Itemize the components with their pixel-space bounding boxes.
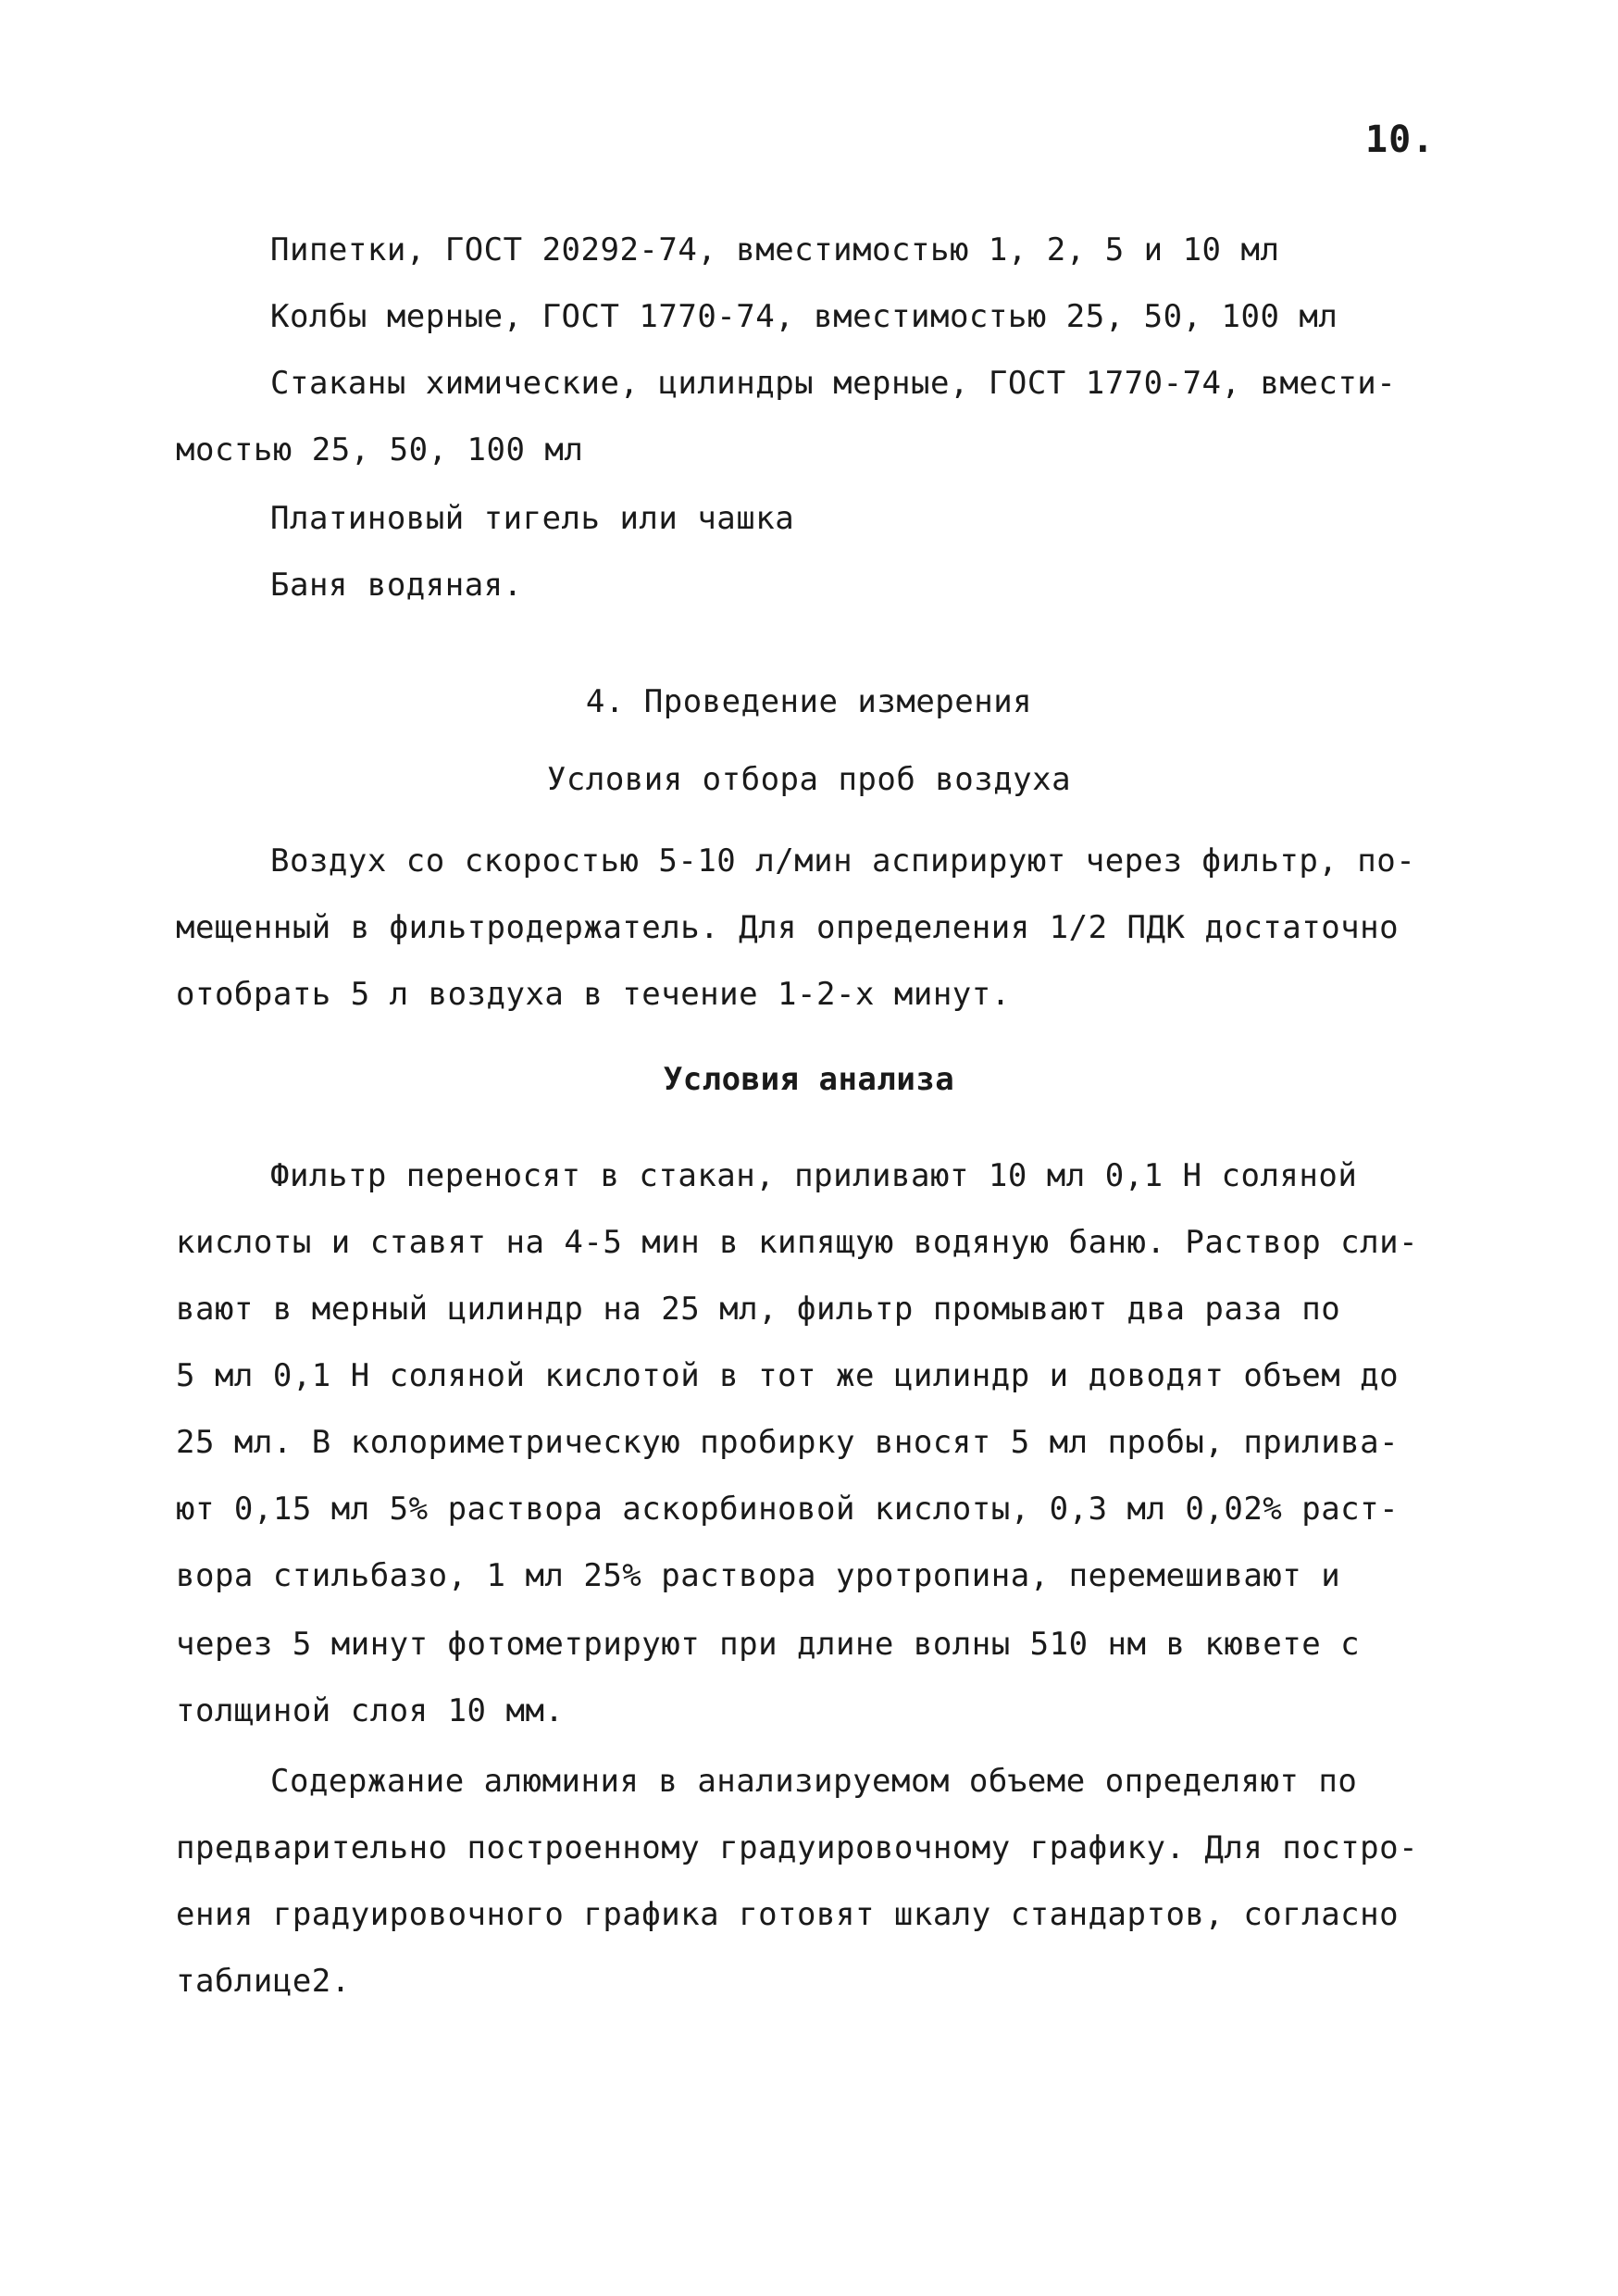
- analysis-line-7: вора стильбазо, 1 мл 25% раствора уротропина, перемешивают и: [176, 1557, 1341, 1594]
- page-number: 10.: [1365, 119, 1436, 161]
- analysis-line-2: кислоты и ставят на 4-5 мин в кипящую водяную баню. Раствор сли-: [176, 1224, 1419, 1261]
- equipment-line-beakers-cont: мостью 25, 50, 100 мл: [176, 431, 584, 468]
- analysis-line-3: вают в мерный цилиндр на 25 мл, фильтр промывают два раза по: [176, 1291, 1341, 1328]
- analysis-line-9: толщиной слоя 10 мм.: [176, 1692, 565, 1729]
- equipment-line-water-bath: Баня водяная.: [270, 567, 523, 604]
- sampling-line-1: Воздух со скоростью 5-10 л/мин аспирируют через фильтр, по-: [270, 842, 1416, 880]
- section-title: 4. Проведение измерения: [585, 683, 1033, 720]
- sampling-line-3: отобрать 5 л воздуха в течение 1-2-х минут.: [176, 976, 1011, 1013]
- sampling-line-2: мещенный в фильтродержатель. Для определения 1/2 ПДК достаточно: [176, 909, 1400, 946]
- analysis-line-8: через 5 минут фотометрируют при длине волны 510 нм в кювете с: [176, 1626, 1361, 1663]
- analysis-line-1: Фильтр переносят в стакан, приливают 10 мл 0,1 Н соляной: [270, 1157, 1358, 1194]
- content-line-4: таблице2.: [176, 1963, 351, 2000]
- sampling-heading: Условия отбора проб воздуха: [546, 761, 1072, 798]
- equipment-line-flasks: Колбы мерные, ГОСТ 1770-74, вместимостью 25, 50, 100 мл: [270, 298, 1338, 335]
- content-line-2: предварительно построенному градуировочному графику. Для постро-: [176, 1829, 1419, 1866]
- analysis-line-6: ют 0,15 мл 5% раствора аскорбиновой кислоты, 0,3 мл 0,02% раст-: [176, 1491, 1400, 1528]
- equipment-line-pipettes: Пипетки, ГОСТ 20292-74, вместимостью 1, 2, 5 и 10 мл: [270, 231, 1280, 268]
- analysis-line-5: 25 мл. В колориметрическую пробирку вносят 5 мл пробы, прилива-: [176, 1424, 1400, 1461]
- analysis-line-4: 5 мл 0,1 Н соляной кислотой в тот же цилиндр и доводят объем до: [176, 1357, 1400, 1394]
- analysis-heading: Условия анализа: [663, 1061, 955, 1098]
- equipment-line-crucible: Платиновый тигель или чашка: [270, 500, 795, 537]
- equipment-line-beakers: Стаканы химические, цилиндры мерные, ГОСТ 1770-74, вмести-: [270, 365, 1397, 402]
- content-line-3: ения градуировочного графика готовят шкалу стандартов, согласно: [176, 1896, 1400, 1933]
- content-line-1: Содержание алюминия в анализируемом объеме определяют по: [270, 1763, 1358, 1800]
